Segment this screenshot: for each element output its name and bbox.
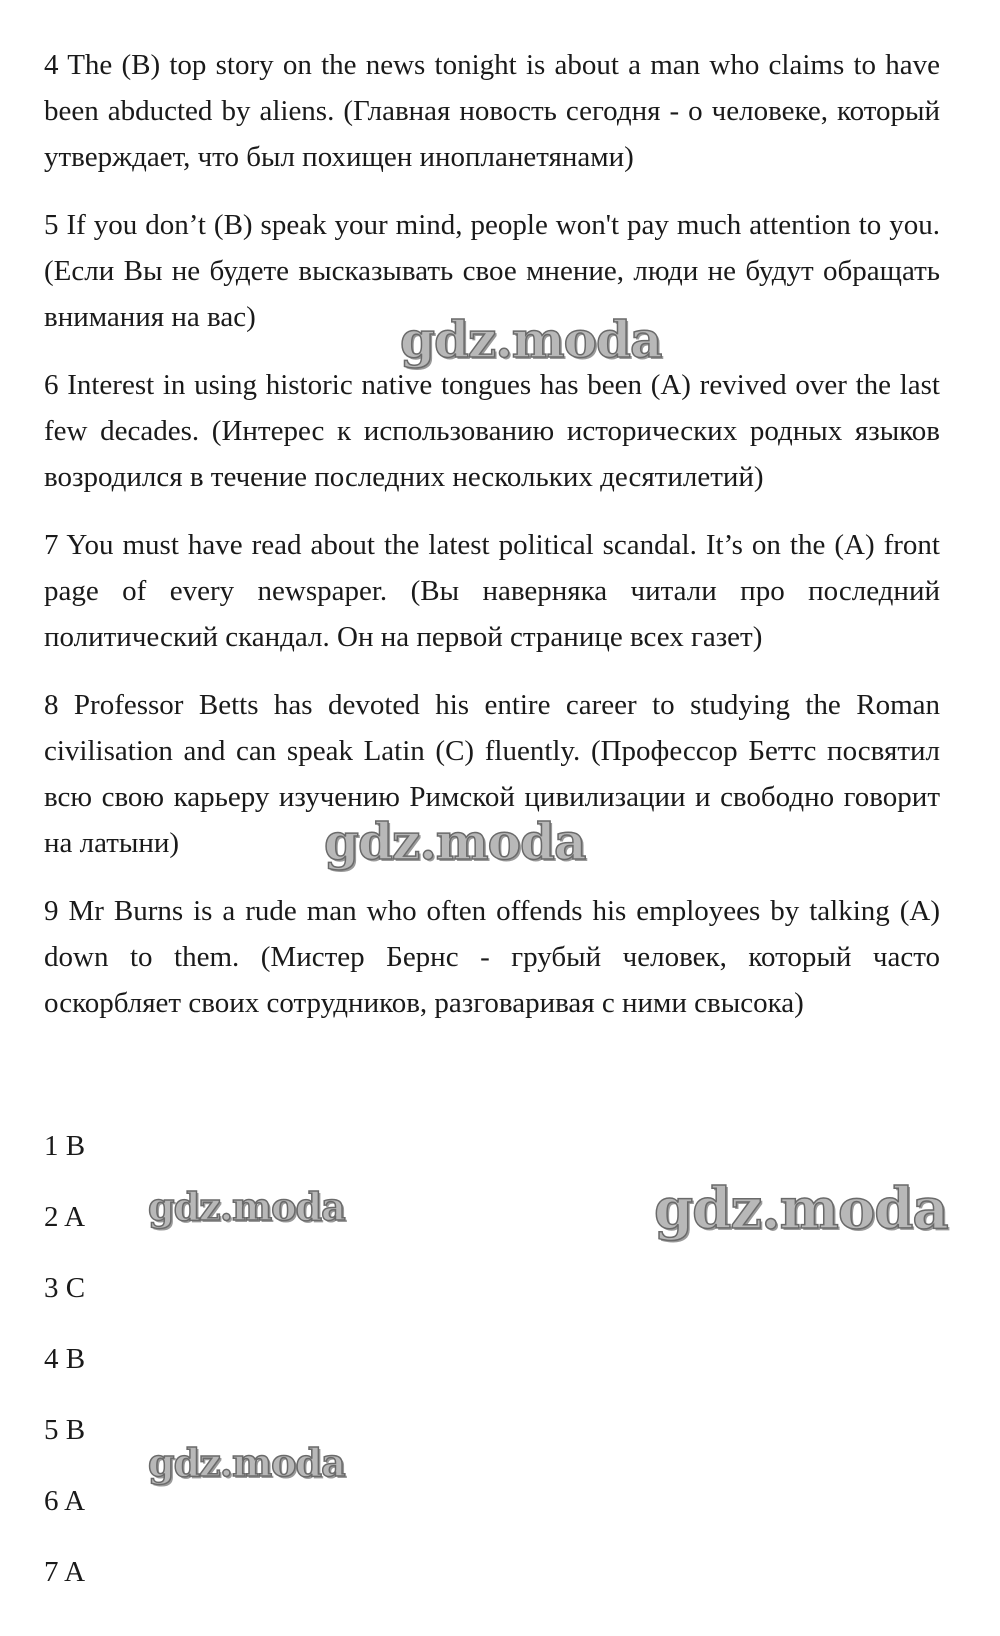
- exercise-item-6: 6 Interest in using historic native tongues has been (A) revived over the last few decades. (Интерес к использованию исторических родных языков возродился в течение последних нескольких десятилетий): [44, 369, 940, 493]
- exercise-item-8: 8 Professor Betts has devoted his entire career to studying the Roman civilisation and can speak Latin (C) fluently. (Профессор Беттс посвятил всю свою карьеру изучению Римской цивилизации и свободно говорит на латыни): [44, 689, 940, 859]
- answer-4: 4 B: [44, 1343, 86, 1375]
- exercise-item-5: 5 If you don’t (B) speak your mind, people won't pay much attention to you. (Если Вы не будете высказывать свое мнение, люди не будут обращать внимания на вас): [44, 209, 940, 333]
- answer-6: 6 A: [44, 1485, 86, 1517]
- watermark-logo: gdz.moda: [654, 1176, 948, 1242]
- watermark-logo: gdz.moda: [400, 310, 662, 369]
- watermark-logo: gdz.moda: [148, 1184, 345, 1229]
- exercise-item-7: 7 You must have read about the latest political scandal. It’s on the (A) front page of every newspaper. (Вы наверняка читали про последний политический скандал. Он на первой странице всех газет): [44, 529, 940, 653]
- answer-3: 3 C: [44, 1272, 86, 1304]
- exercise-item-4: 4 The (B) top story on the news tonight is about a man who claims to have been abducted by aliens. (Главная новость сегодня - о человеке, который утверждает, что был похищен инопланетянами): [44, 49, 940, 173]
- watermark-logo: gdz.moda: [148, 1440, 345, 1485]
- exercise-item-9: 9 Mr Burns is a rude man who often offends his employees by talking (A) down to them. (Мистер Бернс - грубый человек, который часто оскорбляет своих сотрудников, разговаривая с ними свысока): [44, 895, 940, 1019]
- answer-7: 7 A: [44, 1556, 86, 1588]
- answer-2: 2 A: [44, 1201, 86, 1233]
- answer-5: 5 B: [44, 1414, 86, 1446]
- watermark-logo: gdz.moda: [324, 812, 586, 871]
- answer-1: 1 B: [44, 1130, 86, 1162]
